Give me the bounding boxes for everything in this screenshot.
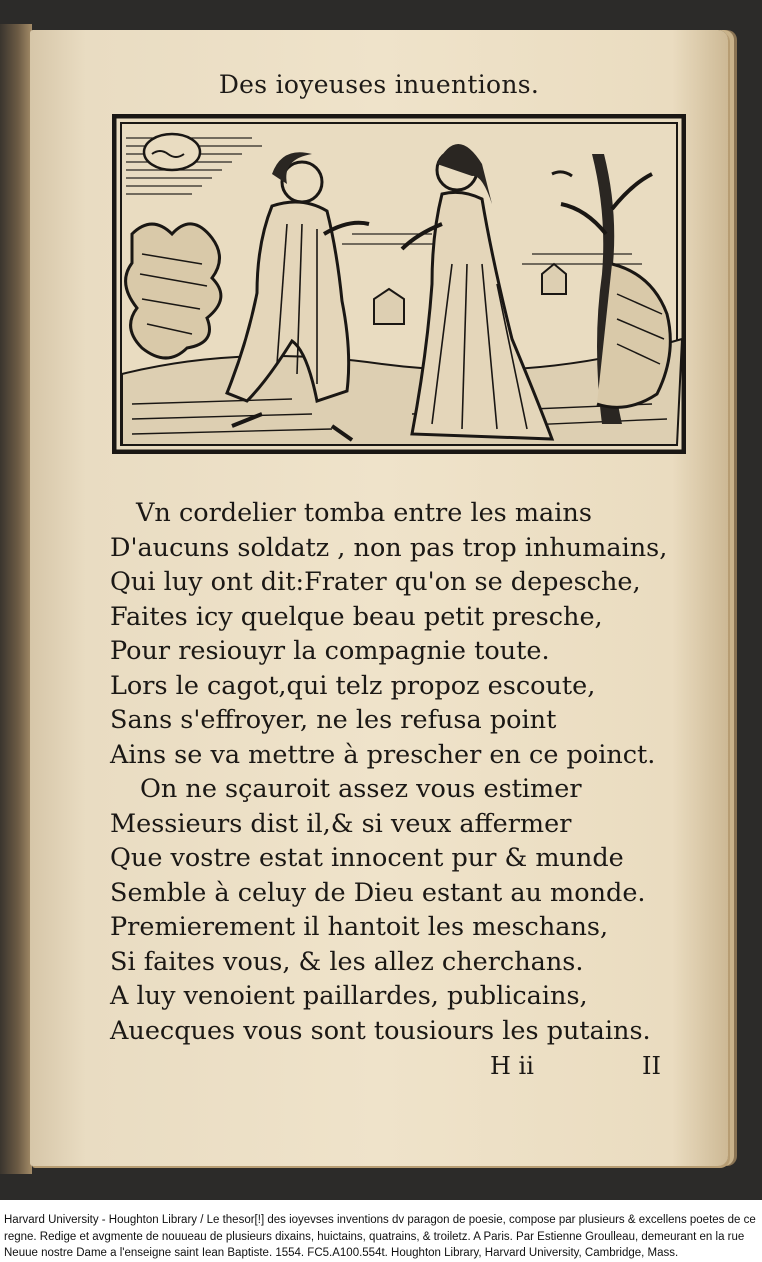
- signature-mark: H ii: [490, 1052, 534, 1080]
- verse-line: Pour resiouyr la compagnie toute.: [110, 636, 550, 666]
- verse-line: A luy venoient paillardes, publicains,: [110, 981, 588, 1011]
- book-page: [30, 30, 728, 1166]
- verse-line: Semble à celuy de Dieu estant au monde.: [110, 877, 646, 908]
- image-caption: Harvard University - Houghton Library / Le thesor[!] des ioyevses inventions dv paragon de poesie, compose par plusieurs & excellens poetes de ce regne. Redige et avgmente de nouueau de plusieurs dixains, huictains, quatrains, & troiletz. A Paris. Par Estienne Groulleau, demeurant en la rue Neuue nostre Dame a l'enseigne saint Iean Baptiste. 1554. FC5.A100.554t. Houghton Library, Harvard University, Cambridge, Mass.: [4, 1214, 756, 1259]
- verse-line: Messieurs dist il,& si veux affermer: [110, 808, 572, 839]
- folio-number: II: [642, 1052, 661, 1080]
- verse-text: [110, 496, 710, 1048]
- verse-line: Ains se va mettre à prescher en ce poinct.: [110, 739, 656, 770]
- book-spine: [0, 24, 32, 1174]
- woodcut-illustration-icon: [112, 114, 686, 454]
- running-head: Des ioyeuses inuentions.: [218, 70, 540, 99]
- verse-line: Qui luy ont dit:Frater qu'on se depesche,: [110, 567, 641, 597]
- verse-line: Faites icy quelque beau petit presche,: [110, 601, 603, 632]
- verse-line: Si faites vous, & les allez cherchans.: [110, 946, 584, 977]
- verse-line: Auecques vous sont tousiours les putains.: [110, 1015, 651, 1046]
- verse-line: Vn cordelier tomba entre les mains: [136, 498, 592, 528]
- verse-line: Que vostre estat innocent pur & munde: [110, 843, 624, 873]
- verse-line: Sans s'effroyer, ne les refusa point: [110, 705, 557, 735]
- verse-line: Lors le cagot,qui telz propoz escoute,: [110, 670, 596, 701]
- verse-line: Premierement il hantoit les meschans,: [110, 912, 609, 942]
- verse-line: D'aucuns soldatz , non pas trop inhumains,: [110, 532, 668, 563]
- verse-line: On ne sçauroit assez vous estimer: [140, 774, 582, 804]
